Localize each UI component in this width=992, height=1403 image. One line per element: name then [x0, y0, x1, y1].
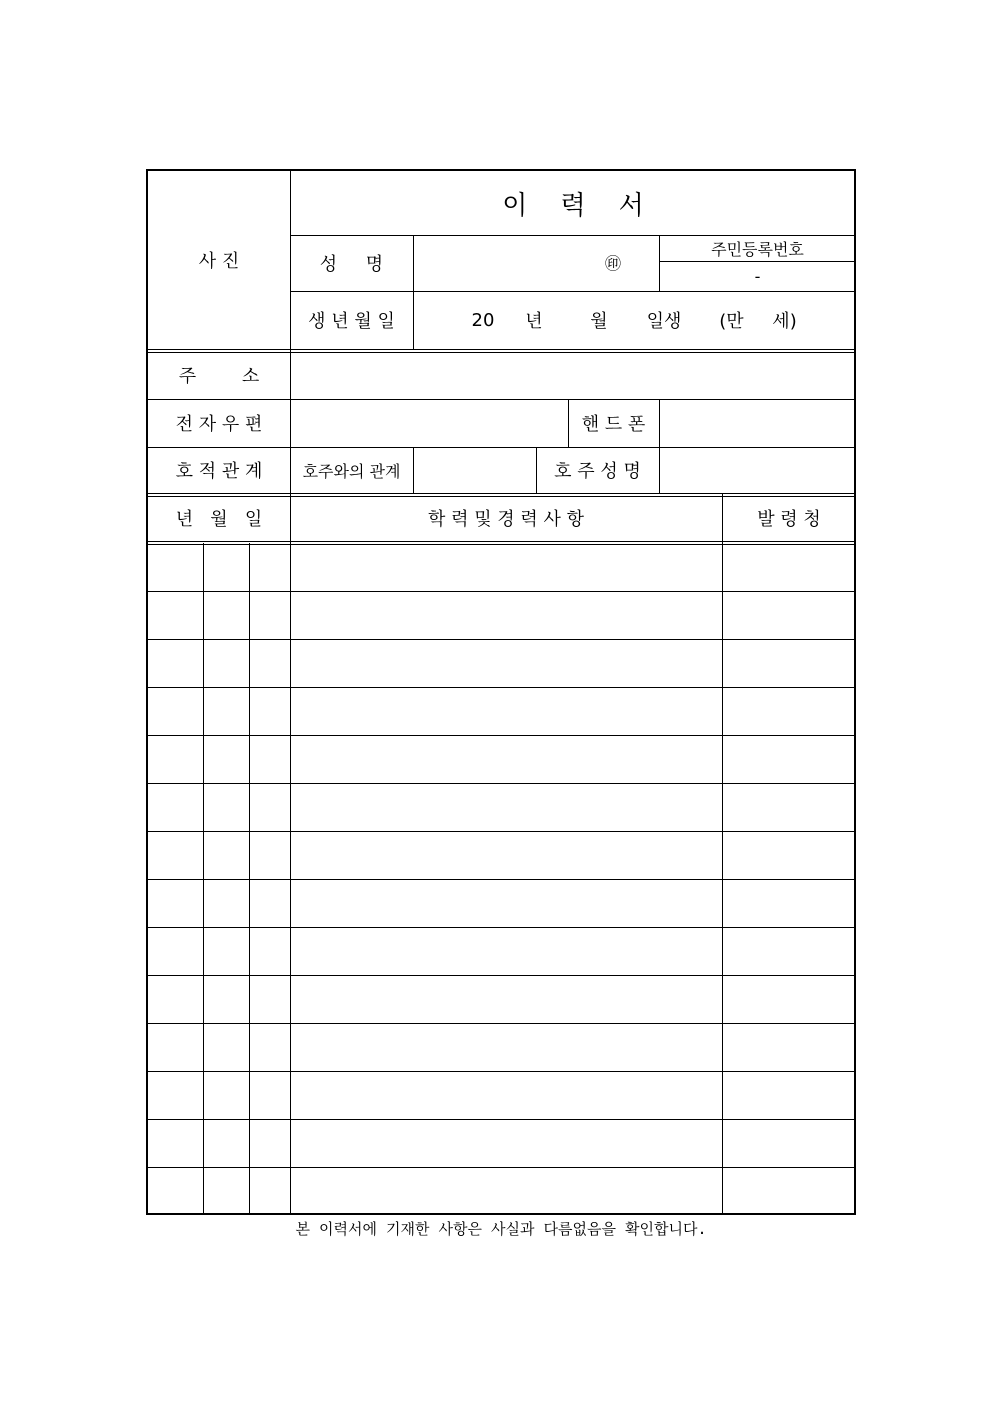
- row-issuer-cell[interactable]: [722, 927, 856, 975]
- row-day-cell[interactable]: [249, 1071, 290, 1119]
- phone-field[interactable]: [659, 399, 856, 447]
- row-issuer-cell[interactable]: [722, 975, 856, 1023]
- email-label: 전 자 우 편: [175, 414, 263, 435]
- row-year-cell[interactable]: [148, 1119, 203, 1167]
- row-issuer-cell[interactable]: [722, 783, 856, 831]
- confirmation-statement: 본 이력서에 기재한 사항은 사실과 다름없음을 확인합니다.: [295, 1219, 707, 1238]
- resident-id-label: 주민등록번호: [711, 239, 804, 259]
- birth-age: (만 세): [719, 311, 797, 332]
- resident-id-field[interactable]: -: [754, 266, 761, 286]
- head-name-field[interactable]: [659, 447, 856, 493]
- row-year-cell[interactable]: [148, 1071, 203, 1119]
- row-year-cell[interactable]: [148, 591, 203, 639]
- head-name-label: 호 주 성 명: [554, 461, 641, 482]
- row-month-cell[interactable]: [203, 687, 249, 735]
- row-year-cell[interactable]: [148, 1023, 203, 1071]
- row-issuer-cell[interactable]: [722, 1119, 856, 1167]
- row-content-cell[interactable]: [290, 783, 722, 831]
- row-year-cell[interactable]: [148, 879, 203, 927]
- birth-day-unit: 일생: [646, 311, 682, 332]
- row-content-cell[interactable]: [290, 687, 722, 735]
- row-year-cell[interactable]: [148, 1167, 203, 1215]
- row-content-cell[interactable]: [290, 1071, 722, 1119]
- history-content-header: 학 력 및 경 력 사 항: [427, 509, 585, 530]
- row-issuer-cell[interactable]: [722, 735, 856, 783]
- history-date-header: 년 월 일: [175, 509, 263, 530]
- row-month-cell[interactable]: [203, 735, 249, 783]
- form-title: 이 력 서: [502, 190, 644, 221]
- phone-label: 핸 드 폰: [581, 414, 646, 435]
- name-label: 성 명: [319, 254, 384, 275]
- row-day-cell[interactable]: [249, 543, 290, 591]
- row-content-cell[interactable]: [290, 975, 722, 1023]
- address-field[interactable]: [290, 351, 856, 399]
- row-content-cell[interactable]: [290, 1119, 722, 1167]
- row-content-cell[interactable]: [290, 591, 722, 639]
- row-issuer-cell[interactable]: [722, 831, 856, 879]
- row-day-cell[interactable]: [249, 735, 290, 783]
- row-content-cell[interactable]: [290, 1023, 722, 1071]
- family-label: 호 적 관 계: [175, 461, 263, 482]
- relation-label: 호주와의 관계: [302, 461, 401, 481]
- row-day-cell[interactable]: [249, 831, 290, 879]
- row-month-cell[interactable]: [203, 1167, 249, 1215]
- row-issuer-cell[interactable]: [722, 879, 856, 927]
- birth-label: 생 년 월 일: [308, 311, 395, 332]
- row-content-cell[interactable]: [290, 639, 722, 687]
- photo-label: 사 진: [198, 251, 240, 272]
- row-day-cell[interactable]: [249, 927, 290, 975]
- row-issuer-cell[interactable]: [722, 687, 856, 735]
- row-month-cell[interactable]: [203, 639, 249, 687]
- row-day-cell[interactable]: [249, 687, 290, 735]
- row-year-cell[interactable]: [148, 927, 203, 975]
- row-content-cell[interactable]: [290, 543, 722, 591]
- row-content-cell[interactable]: [290, 735, 722, 783]
- row-content-cell[interactable]: [290, 879, 722, 927]
- resume-form: [146, 169, 856, 1215]
- row-month-cell[interactable]: [203, 1023, 249, 1071]
- row-month-cell[interactable]: [203, 543, 249, 591]
- row-content-cell[interactable]: [290, 831, 722, 879]
- row-month-cell[interactable]: [203, 591, 249, 639]
- row-day-cell[interactable]: [249, 591, 290, 639]
- row-content-cell[interactable]: [290, 1167, 722, 1215]
- address-label: 주 소: [178, 366, 260, 387]
- row-day-cell[interactable]: [249, 639, 290, 687]
- row-day-cell[interactable]: [249, 1167, 290, 1215]
- row-content-cell[interactable]: [290, 927, 722, 975]
- row-month-cell[interactable]: [203, 783, 249, 831]
- row-month-cell[interactable]: [203, 927, 249, 975]
- row-month-cell[interactable]: [203, 975, 249, 1023]
- history-issuer-header: 발 령 청: [757, 509, 821, 530]
- row-issuer-cell[interactable]: [722, 1023, 856, 1071]
- row-year-cell[interactable]: [148, 639, 203, 687]
- row-month-cell[interactable]: [203, 1071, 249, 1119]
- row-year-cell[interactable]: [148, 831, 203, 879]
- row-day-cell[interactable]: [249, 975, 290, 1023]
- row-year-cell[interactable]: [148, 783, 203, 831]
- row-day-cell[interactable]: [249, 1119, 290, 1167]
- row-issuer-cell[interactable]: [722, 1071, 856, 1119]
- birth-20: 20: [471, 309, 495, 331]
- birth-month-unit: 월: [590, 311, 608, 332]
- row-year-cell[interactable]: [148, 735, 203, 783]
- row-year-cell[interactable]: [148, 975, 203, 1023]
- row-issuer-cell[interactable]: [722, 591, 856, 639]
- row-issuer-cell[interactable]: [722, 543, 856, 591]
- email-field[interactable]: [290, 399, 568, 447]
- row-month-cell[interactable]: [203, 879, 249, 927]
- seal-icon: ㊞: [604, 253, 621, 273]
- row-issuer-cell[interactable]: [722, 639, 856, 687]
- row-day-cell[interactable]: [249, 879, 290, 927]
- row-year-cell[interactable]: [148, 687, 203, 735]
- row-day-cell[interactable]: [249, 1023, 290, 1071]
- row-month-cell[interactable]: [203, 1119, 249, 1167]
- row-year-cell[interactable]: [148, 543, 203, 591]
- row-issuer-cell[interactable]: [722, 1167, 856, 1215]
- relation-field[interactable]: [413, 447, 536, 493]
- birth-year-unit: 년: [525, 311, 543, 332]
- row-month-cell[interactable]: [203, 831, 249, 879]
- row-day-cell[interactable]: [249, 783, 290, 831]
